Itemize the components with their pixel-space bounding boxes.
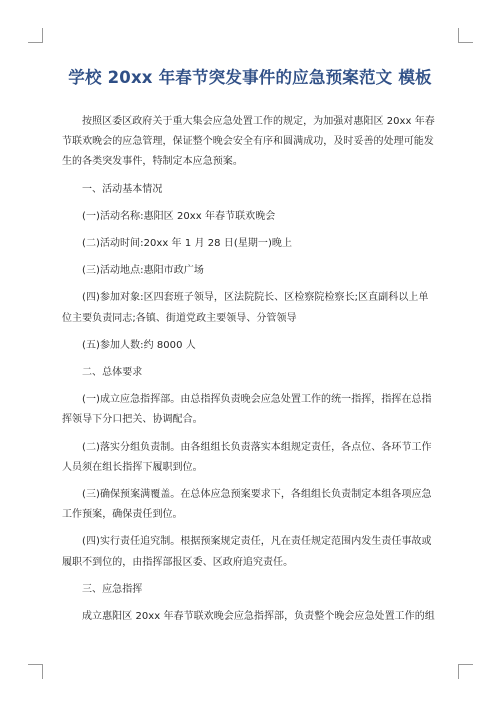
paragraph: (一)活动名称:惠阳区 20xx 年春节联欢晚会 bbox=[82, 210, 276, 222]
section-heading: 三、应急指挥 bbox=[82, 583, 143, 595]
crop-mark-top-left bbox=[28, 28, 43, 43]
intro-paragraph: 按照区委区政府关于重大集会应急处置工作的规定，为加强对惠阳区 20xx 年春节联欢晚会的应急管理，保证整个晚会安全有序和圆满成功，及时妥善的处理可能发生的各类突发事件，特制定本应急预案。 bbox=[62, 116, 435, 168]
paragraph: (五)参加人数:约 8000 人 bbox=[82, 339, 196, 351]
crop-mark-bottom-left bbox=[28, 664, 43, 679]
crop-mark-bottom-right bbox=[458, 664, 473, 679]
paragraph: (二)活动时间:20xx 年 1 月 28 日(星期一)晚上 bbox=[82, 238, 293, 250]
paragraph: 成立惠阳区 20xx 年春节联欢晚会应急指挥部，负责整个晚会应急处置工作的组 bbox=[82, 611, 435, 623]
paragraph: (一)成立应急指挥部。由总指挥负责晚会应急处置工作的统一指挥，指挥在总指挥领导下分口把关、协调配合。 bbox=[62, 394, 432, 426]
paragraph: (二)落实分组负责制。由各组组长负责落实本组规定责任，各点位、各环节工作人员须在组长指挥下履职到位。 bbox=[62, 441, 432, 473]
paragraph: (四)参加对象:区四套班子领导，区法院院长、区检察院检察长;区直副科以上单位主要负责同志;各镇、街道党政主要领导、分管领导 bbox=[62, 292, 429, 324]
document-title: 学校 20xx 年春节突发事件的应急预案范文 模板 bbox=[68, 68, 432, 87]
paragraph: (三)活动地点:惠阳市政广场 bbox=[82, 265, 204, 277]
section-heading: 二、总体要求 bbox=[82, 367, 143, 379]
paragraph: (三)确保预案满覆盖。在总体应急预案要求下，各组组长负责制定本组各项应急工作预案，确保责任到位。 bbox=[62, 489, 432, 521]
paragraph: (四)实行责任追究制。根据预案规定责任，凡在责任规定范围内发生责任事故或履职不到位的，由指挥部报区委、区政府追究责任。 bbox=[62, 536, 432, 568]
crop-mark-top-right bbox=[458, 28, 473, 43]
document-body bbox=[62, 112, 438, 634]
section-heading: 一、活动基本情况 bbox=[82, 183, 163, 195]
